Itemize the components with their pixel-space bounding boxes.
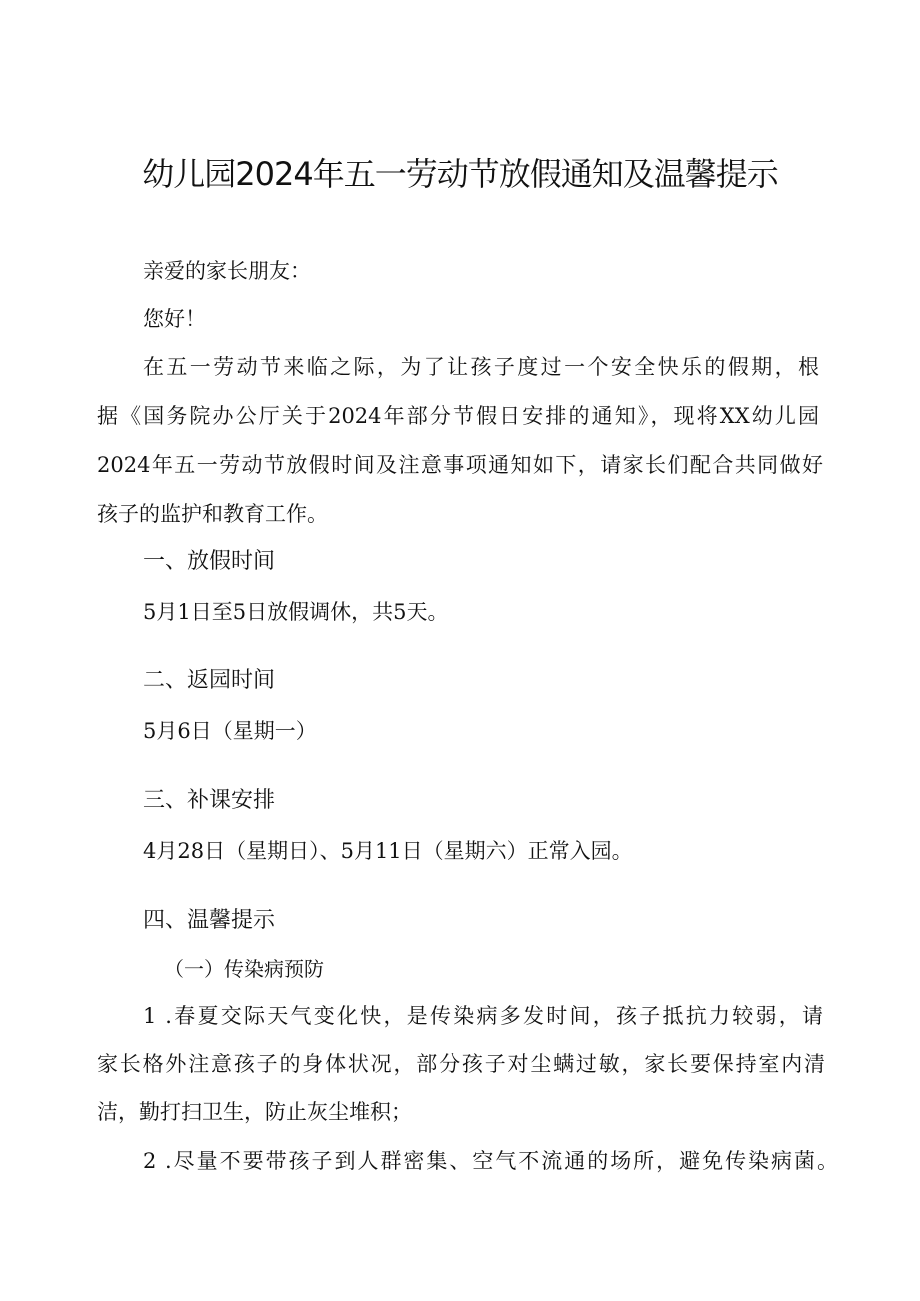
item-1-line-1: 1 .春夏交际天气变化快，是传染病多发时间，孩子抵抗力较弱，请 (143, 1004, 823, 1028)
intro-line-4: 孩子的监护和教育工作。 (97, 502, 328, 526)
section-3-heading: 三、补课安排 (143, 788, 276, 813)
intro-line-3: 2024年五一劳动节放假时间及注意事项通知如下，请家长们配合共同做好 (97, 453, 823, 477)
greeting: 亲爱的家长朋友： (143, 259, 311, 283)
section-2-text: 5月6日（星期一） (143, 719, 317, 743)
section-1-heading: 一、放假时间 (143, 549, 276, 574)
section-4-heading: 四、温馨提示 (143, 908, 276, 933)
item-2-line: 2 .尽量不要带孩子到人群密集、空气不流通的场所，避免传染病菌。 (143, 1149, 838, 1173)
section-1-text: 5月1日至5日放假调休，共5天。 (143, 600, 449, 624)
section-2-heading: 二、返园时间 (143, 668, 276, 693)
intro-line-1: 在五一劳动节来临之际，为了让孩子度过一个安全快乐的假期，根 (143, 355, 819, 379)
section-3-text: 4月28日（星期日）、5月11日（星期六）正常入园。 (143, 839, 633, 863)
salutation: 您好！ (143, 307, 206, 331)
item-1-line-2: 家长格外注意孩子的身体状况，部分孩子对尘螨过敏，家长要保持室内清 (97, 1052, 825, 1076)
document-title: 幼儿园2024年五一劳动节放假通知及温馨提示 (142, 155, 778, 193)
intro-line-2: 据《国务院办公厅关于2024年部分节假日安排的通知》，现将XX幼儿园 (97, 404, 819, 428)
section-4-subheading: （一）传染病预防 (164, 957, 324, 981)
item-1-line-3: 洁，勤打扫卫生，防止灰尘堆积； (97, 1100, 412, 1124)
